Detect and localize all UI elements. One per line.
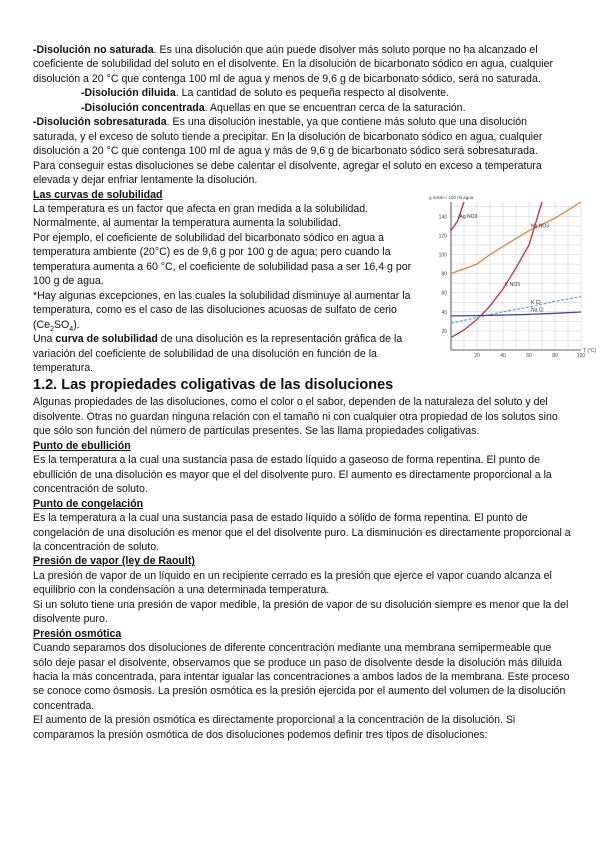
y-tick-label: 80 [441,271,447,278]
section-heading: 1.2. Las propiedades coligativas de las disoluciones [33,377,394,394]
y-tick-label: 100 [438,252,447,259]
paragraph-concentrada [33,101,573,115]
paragraph: La temperatura es un factor que afecta en gran medida a la solubilidad. Normalmente, al aumentar la temperatura aumenta la solubilidad. [33,202,369,230]
heading-curvas: Las curvas de solubilidad [33,188,163,201]
text: ). [73,318,80,331]
subscript: 2 [50,325,54,333]
paragraph: Por ejemplo, el coeficiente de solubilidad del bicarbonato sódico en agua a temperatura ambiente (20°C) es de 9,6 g por 100 g de agua; pero cuando la temperatura aumenta a 60 °C, el coeficiente de solubilidad pasa a ser 16,4 g por 100 g de agua. [33,231,412,288]
paragraph-no-saturada [33,43,573,86]
paragraph: Es la temperatura a la cual una sustancia pasa de estado líquido a sólido de forma repentina. El punto de congelación de una disolución es menor que el del disolvente puro. La disminución es directamente proporcional a la concentración de soluto. [33,512,571,553]
y-tick-label: 20 [441,328,447,335]
x-tick-label: 100 [576,352,586,359]
paragraph-diluida [33,86,573,100]
text: . Es una disolución que aún puede disolver más soluto porque no ha alcanzado el coeficiente de solubilidad del soluto en el disolvente. En la disolución de bicarbonato sódico en agua, cualquier disolución a 20 °C que contenga 100 ml de agua y menos de 9,6 g de bicarbonato sódico, será no saturada. [33,44,554,85]
x-tick-label: 60 [526,352,532,359]
series-label: K NO3 [505,281,521,288]
series-label: Na NO3 [531,223,550,230]
heading-presion-osmotica: Presión osmótica [33,627,122,640]
heading-congelacion: Punto de congelación [33,497,144,510]
text: Una [33,333,56,346]
document-page [33,43,597,742]
x-tick-label: 80 [552,352,558,359]
text: *Hay algunas excepciones, en las cuales la solubilidad disminuye al aumentar la temperatura, como es el caso de las disoluciones acuosas de sulfato de cerio (Ce [33,289,411,331]
text: SO [53,318,70,331]
term: -Disolución concentrada [81,101,205,114]
paragraph-sobresaturada [33,115,573,158]
heading-ebullicion: Punto de ebullición [33,439,131,452]
paragraph: Cuando separamos dos disoluciones de diferente concentración mediante una membrana semipermeable que sólo deje pasar el disolvente, observamos que se produce un paso de disolvente desde la disolución más diluida hacia la más concentrada, para intentar igualar las concentraciones a ambos lados de la membrana. Este proceso se conoce como ósmosis. La presión osmótica es la presión ejercida por el aumento del volumen de la disolución concentrada. [33,642,570,712]
paragraph: Si un soluto tiene una presión de vapor medible, la presión de vapor de su disolución siempre es menor que la del disolvente puro. [33,598,569,626]
y-axis-label: g soluto / 100 ml agua [429,194,474,200]
x-axis-label: T (°C) [583,347,597,354]
subscript: 4 [69,325,74,333]
paragraph-preparation: Para conseguir estas disoluciones se debe calentar el disolvente, agregar el soluto en exceso a temperatura elevada y dejar enfriar lentamente la disolución. [33,159,542,187]
y-tick-label: 40 [441,309,447,316]
term: -Disolución sobresaturada [33,116,167,129]
series-line [451,202,542,338]
term: -Disolución no saturada [33,44,154,56]
x-tick-label: 20 [474,352,480,359]
text: de una disolución es la representación gráfica de la variación del coeficiente de solubilidad de una disolución en función de la temperatura. [33,333,403,374]
series-label: Ag NO3 [459,213,478,220]
paragraph: El aumento de la presión osmótica es directamente proporcional a la concentración de la disolución. Si comparamos la presión osmótica de dos disoluciones podemos definir tres tipos de disoluciones: [33,714,516,741]
text: . La cantidad de soluto es pequeña respecto al disolvente. [175,87,450,100]
heading-presion-vapor: Presión de vapor (ley de Raoult) [33,555,195,568]
paragraph-curva-definition [33,332,428,375]
term: curva de solubilidad [55,333,158,346]
paragraph-exceptions [33,289,428,332]
paragraph: Es la temperatura a la cual una sustancia pasa de estado líquido a gaseoso de forma repentina. El punto de ebullición de una disolución es mayor que el del disolvente puro. El aumento es directamente proporcional a la concentración de soluto. [33,454,552,496]
paragraph: La presión de vapor de un líquido en un recipiente cerrado es la presión que ejerce el vapor cuando alcanza el equilibrio con la condensación a una determinada temperatura. [33,569,552,597]
series-label: K Cl [531,299,541,306]
x-tick-label: 40 [500,352,506,359]
series-label: Na Cl [531,306,544,313]
y-tick-label: 140 [438,213,447,220]
y-tick-label: 120 [438,232,447,239]
text: . Es una disolución inestable, ya que contiene más soluto que una disolución saturada, y el exceso de soluto tiende a precipitar. En la disolución de bicarbonato sódico en agua, cualquier disolución a 20 °C que contenga 100 ml de agua y más de 9,6 g de bicarbonato sódico será sobresaturada. [33,116,543,158]
solubility-chart [421,192,597,362]
y-tick-label: 60 [441,290,447,297]
text: . Aquellas en que se encuentran cerca de la saturación. [204,101,466,114]
paragraph: Algunas propiedades de las disoluciones, como el color o el sabor, dependen de la naturaleza del soluto y del disolvente. Otras no guardan ninguna relación con el tamaño ni con cualquier otra propiedad de los solutos sino que sólo son función del número de partículas presentes. Se las llama propiedades coligativas. [33,396,558,438]
term: -Disolución diluida [81,87,176,100]
